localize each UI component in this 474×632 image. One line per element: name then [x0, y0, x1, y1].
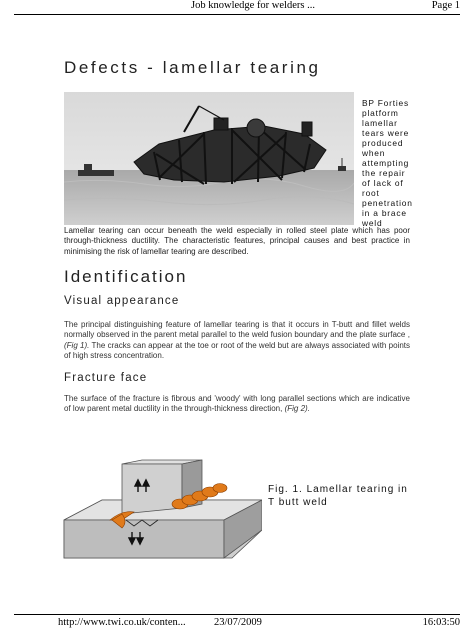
fracture-face-paragraph [64, 394, 410, 415]
header-title: Job knowledge for welders ... [191, 0, 315, 11]
photo-caption-line: platform [362, 108, 399, 118]
footer-rule [14, 614, 460, 615]
photo-caption-line: the repair [362, 168, 406, 178]
photo-caption-line: BP Forties [362, 98, 409, 108]
platform-photo [64, 92, 354, 225]
fig2-reference: (Fig 2). [284, 404, 310, 414]
photo-caption-line: weld [362, 218, 383, 228]
page-title: Defects - lamellar tearing [64, 58, 321, 77]
identification-heading: Identification [64, 267, 188, 286]
header-page-number: Page 1 [431, 0, 460, 11]
intro-paragraph: Lamellar tearing can occur beneath the weld especially in rolled steel plate which has poor through-thickness ductility. The characteristic features, principal causes and best practice in minimising the risk of lamellar tearing are described. [64, 226, 410, 256]
visual-text: The principal distinguishing feature of lamellar tearing is that it occurs in T-butt and fillet welds normally observed in the parent metal parallel to the weld fusion boundary and the plate surface , [64, 320, 410, 340]
header-rule [14, 14, 460, 15]
footer-date: 23/07/2009 [214, 617, 262, 628]
fracture-face-heading: Fracture face [64, 372, 148, 384]
photo-caption [362, 98, 420, 228]
fracture-text: The surface of the fracture is fibrous and 'woody' with long parallel sections which are indicative of low parent metal ductility in the through-thickness direction, [64, 394, 410, 414]
footer-time: 16:03:50 [422, 617, 460, 628]
photo-caption-line: tears were [362, 128, 410, 138]
photo-caption-line: produced [362, 138, 404, 148]
photo-caption-line: in a brace [362, 208, 407, 218]
photo-caption-line: root [362, 188, 380, 198]
fig1-reference: (Fig 1). [64, 340, 90, 350]
photo-caption-line: penetration [362, 198, 413, 208]
footer-url[interactable]: http://www.twi.co.uk/conten... [58, 617, 186, 628]
photo-caption-line: when [362, 148, 386, 158]
visual-appearance-paragraph [64, 320, 410, 362]
photo-caption-line: lamellar [362, 118, 398, 128]
lamellar-tearing-diagram [62, 458, 262, 568]
visual-appearance-heading: Visual appearance [64, 295, 180, 307]
figure-caption: Fig. 1. Lamellar tearing in T butt weld [268, 484, 408, 508]
photo-caption-line: of lack of [362, 178, 404, 188]
photo-caption-line: attempting [362, 158, 410, 168]
visual-text-continued: The cracks can appear at the toe or root of the weld but are always associated with points of high stress concentration. [64, 340, 411, 361]
